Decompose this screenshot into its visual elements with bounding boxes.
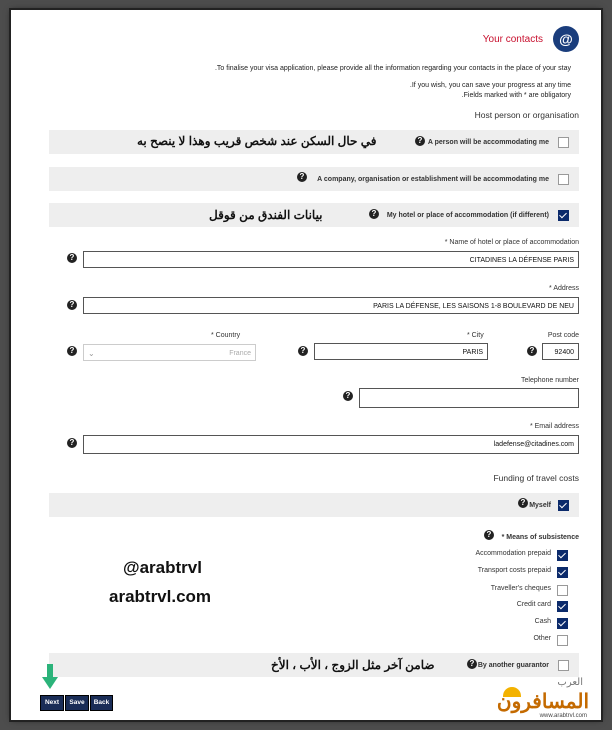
means-checkbox[interactable] <box>557 567 568 578</box>
means-checkbox[interactable] <box>557 635 568 646</box>
arrow-down-icon <box>42 664 58 690</box>
help-icon[interactable]: ? <box>67 253 77 263</box>
means-checkbox[interactable] <box>557 618 568 629</box>
page-title: Your contacts <box>482 34 543 45</box>
help-icon[interactable]: ? <box>67 438 77 448</box>
option-person-label: A person will be accommodating me <box>427 139 549 146</box>
next-button[interactable]: Next <box>40 695 64 711</box>
funding-title: Funding of travel costs <box>493 473 579 483</box>
option-person-row <box>49 130 579 154</box>
help-icon[interactable]: ? <box>67 346 77 356</box>
hotel-name-label: * Name of hotel or place of accommodation <box>444 239 579 246</box>
option-company-checkbox[interactable] <box>558 174 569 185</box>
help-icon[interactable]: ? <box>467 659 477 669</box>
guarantor-label: By another guarantor <box>477 662 549 669</box>
myself-checkbox[interactable] <box>558 500 569 511</box>
intro-line-3: .Fields marked with * are obligatory <box>461 92 571 99</box>
chevron-down-icon: ⌄ <box>88 349 95 358</box>
hotel-name-input[interactable]: CITADINES LA DÉFENSE PARIS <box>83 251 579 268</box>
at-glyph: @ <box>559 31 573 47</box>
visa-form-page <box>11 10 601 720</box>
option-person-checkbox[interactable] <box>558 137 569 148</box>
help-icon[interactable]: ? <box>343 391 353 401</box>
option-company-label: A company, organisation or establishment will be accommodating me <box>317 176 549 183</box>
option-hotel-row <box>49 203 579 227</box>
means-label: Traveller's cheques <box>490 585 551 592</box>
logo-small-text: العرب <box>557 677 583 688</box>
help-icon[interactable]: ? <box>297 172 307 182</box>
post-code-label: Post code <box>547 332 579 339</box>
country-label: * Country <box>211 332 241 339</box>
city-input[interactable]: PARIS <box>314 343 488 360</box>
option-hotel-label: My hotel or place of accommodation (if different) <box>386 212 549 219</box>
means-checkbox[interactable] <box>557 601 568 612</box>
help-icon[interactable]: ? <box>527 346 537 356</box>
help-icon[interactable]: ? <box>518 498 528 508</box>
logo-url: www.arabtrvl.com <box>539 713 587 719</box>
post-code-input[interactable]: 92400 <box>542 343 579 360</box>
means-title: * Means of subsistence <box>501 534 579 541</box>
help-icon[interactable]: ? <box>369 209 379 219</box>
help-icon[interactable]: ? <box>415 136 425 146</box>
host-section-title: Host person or organisation <box>474 110 579 120</box>
address-label: * Address <box>549 285 579 292</box>
means-checkbox[interactable] <box>557 585 568 596</box>
means-label: Accommodation prepaid <box>475 550 551 557</box>
help-icon[interactable]: ? <box>67 300 77 310</box>
country-select[interactable] <box>83 344 256 361</box>
means-label: Credit card <box>516 601 551 608</box>
funding-myself-row <box>49 493 579 517</box>
intro-line-2: .If you wish, you can save your progress at any time <box>409 82 571 89</box>
option-company-row <box>49 167 579 191</box>
intro-line-1: .To finalise your visa application, please provide all the information regarding your contacts in the place of your stay <box>214 65 571 72</box>
logo-big-text: المسافرون <box>496 691 589 713</box>
means-label: Cash <box>534 618 551 625</box>
means-checkbox[interactable] <box>557 550 568 561</box>
arabtrvl-logo <box>493 675 593 719</box>
means-label: Other <box>533 635 551 642</box>
arabic-note-person: في حال السكن عند شخص قريب وهذا لا ينصح به <box>137 134 377 148</box>
arabic-note-hotel: بيانات الفندق من قوقل <box>209 208 323 222</box>
email-label: * Email address <box>529 423 579 430</box>
arabic-note-guarantor: ضامن آخر مثل الزوج ، الأب ، الأخ <box>271 658 435 672</box>
back-button[interactable]: Back <box>90 695 113 711</box>
help-icon[interactable]: ? <box>484 530 494 540</box>
contacts-icon <box>553 26 579 52</box>
save-button[interactable]: Save <box>65 695 89 711</box>
city-label: * City <box>467 332 484 339</box>
guarantor-row <box>49 653 579 677</box>
help-icon[interactable]: ? <box>298 346 308 356</box>
option-hotel-checkbox[interactable] <box>558 210 569 221</box>
email-input[interactable]: ladefense@citadines.com <box>83 435 579 454</box>
guarantor-checkbox[interactable] <box>558 660 569 671</box>
telephone-label: Telephone number <box>521 377 579 384</box>
telephone-input[interactable] <box>359 388 579 408</box>
country-value: France <box>229 350 251 357</box>
watermark-site: arabtrvl.com <box>109 587 212 606</box>
myself-label: Myself <box>529 502 551 509</box>
address-input[interactable]: PARIS LA DÉFENSE, LES SAISONS 1-8 BOULEVARD DE NEU <box>83 297 579 314</box>
watermark-handle: @arabtrvl <box>123 558 202 577</box>
means-label: Transport costs prepaid <box>477 567 551 574</box>
